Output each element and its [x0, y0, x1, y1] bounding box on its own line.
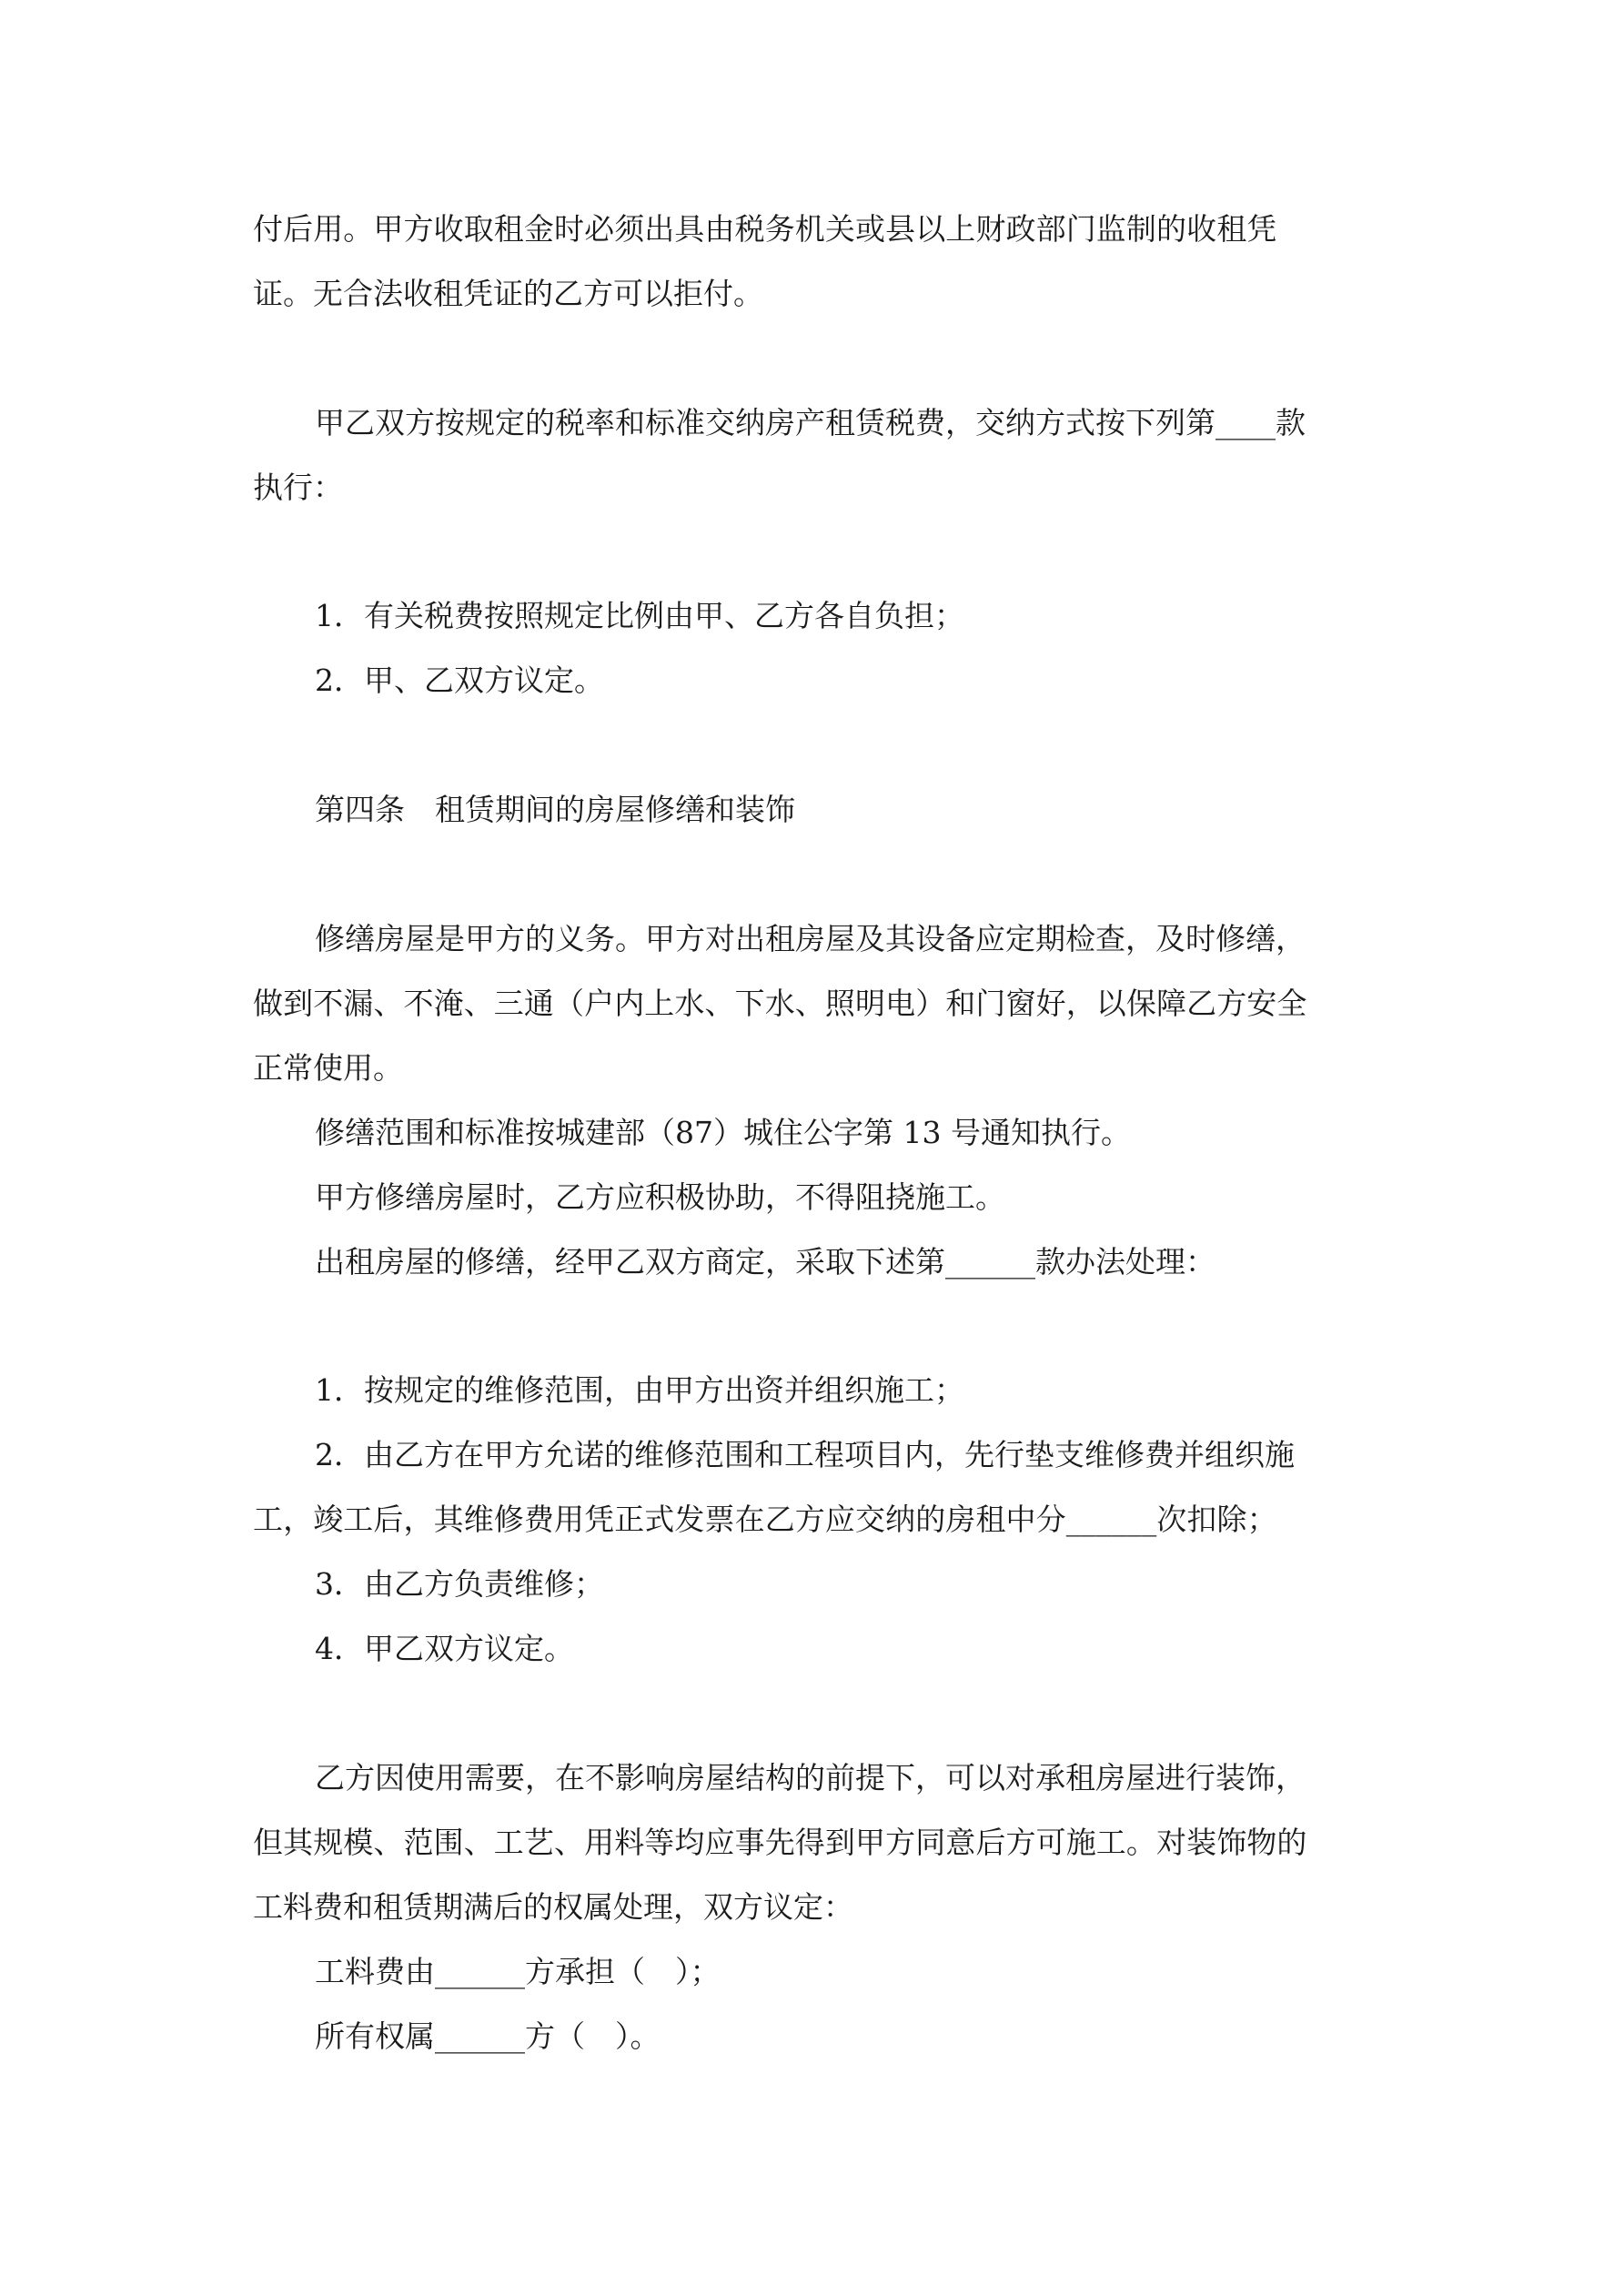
paragraph-line: 甲乙双方按规定的税率和标准交纳房产租赁税费，交纳方式按下列第____款: [315, 405, 1306, 440]
paragraph-line: 工料费和租赁期满后的权属处理，双方议定：: [253, 1889, 853, 1925]
paragraph-line: 修缮房屋是甲方的义务。甲方对出租房屋及其设备应定期检查，及时修缮，: [315, 921, 1306, 956]
list-item: 2．甲、乙双方议定。: [315, 663, 604, 698]
list-item: 1．有关税费按照规定比例由甲、乙方各自负担；: [315, 598, 964, 633]
list-item: 2．由乙方在甲方允诺的维修范围和工程项目内，先行垫支维修费并组织施: [315, 1437, 1295, 1472]
paragraph-line: 但其规模、范围、工艺、用料等均应事先得到甲方同意后方可施工。对装饰物的: [253, 1825, 1307, 1860]
paragraph-line: 正常使用。: [253, 1050, 403, 1086]
list-item: 4．甲乙双方议定。: [315, 1631, 574, 1666]
paragraph-line: 证。无合法收租凭证的乙方可以拒付。: [253, 276, 763, 311]
paragraph-line: 所有权属______方（ ）。: [315, 2018, 661, 2054]
paragraph-line: 甲方修缮房屋时，乙方应积极协助，不得阻挠施工。: [315, 1179, 1005, 1215]
list-item: 3．由乙方负责维修；: [315, 1566, 604, 1602]
paragraph-line: 出租房屋的修缮，经甲乙双方商定，采取下述第______款办法处理：: [315, 1244, 1215, 1279]
paragraph-line: 乙方因使用需要，在不影响房屋结构的前提下，可以对承租房屋进行装饰，: [315, 1760, 1306, 1795]
paragraph-line: 付后用。甲方收取租金时必须出具由税务机关或县以上财政部门监制的收租凭: [253, 211, 1277, 247]
paragraph-line: 工料费由______方承担（ ）；: [315, 1954, 721, 1989]
list-item: 工，竣工后，其维修费用凭正式发票在乙方应交纳的房租中分______次扣除；: [253, 1502, 1277, 1537]
list-item: 1．按规定的维修范围，由甲方出资并组织施工；: [315, 1372, 964, 1408]
paragraph-line: 执行：: [253, 470, 343, 505]
section-heading: 第四条 租赁期间的房屋修缮和装饰: [315, 792, 795, 827]
paragraph-line: 修缮范围和标准按城建部（87）城住公字第 13 号通知执行。: [315, 1115, 1131, 1150]
paragraph-line: 做到不漏、不淹、三通（户内上水、下水、照明电）和门窗好，以保障乙方安全: [253, 986, 1307, 1021]
